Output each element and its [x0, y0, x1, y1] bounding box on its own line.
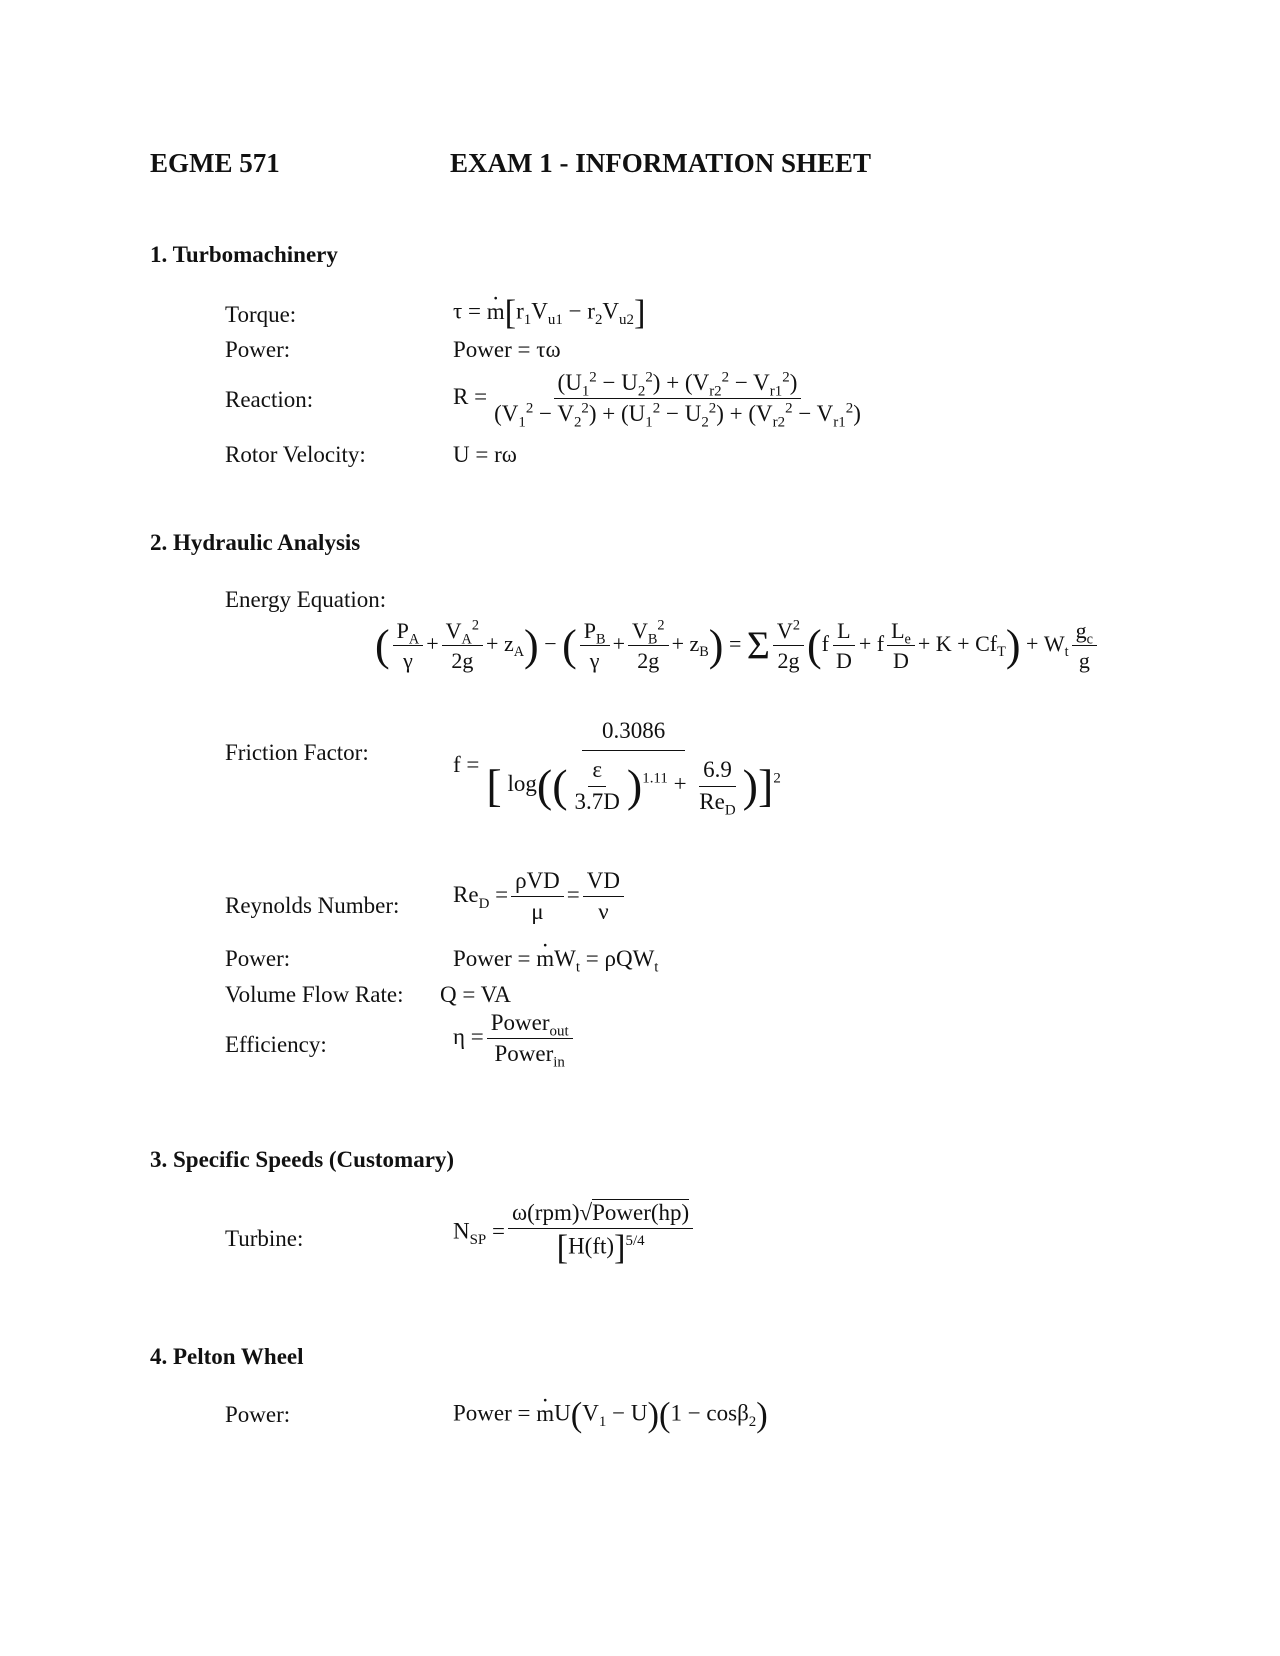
reynolds-number-equation: $Re_D$ = $\frac{\text{ρVD}}{\mu}$ = $\frac{VD}{\nu}$	[453, 868, 627, 926]
friction-factor-equation: f = 0.3086 [ log(( $\frac{\varepsilon}{3.7D}$ )$^{1.11}$ + $\frac{6.9}{Re_D}$ )]$^2$	[453, 718, 781, 819]
hydraulic-power-label: Power:	[225, 946, 291, 971]
turbine-label: Turbine:	[225, 1226, 304, 1251]
friction-factor-label: Friction Factor:	[225, 740, 369, 765]
torque-label: Torque:	[225, 302, 297, 327]
energy-equation-label: Energy Equation:	[225, 587, 387, 612]
friction-constant: 6.9	[699, 757, 736, 786]
specific-speed-exponent: 5/4	[625, 1233, 645, 1250]
volume-flow-label: Volume Flow Rate:	[225, 982, 404, 1007]
hydraulic-power-equation: Power = $m \cdot W_t = \rho QW_t$	[453, 946, 658, 972]
section-heading-hydraulic: 2. Hydraulic Analysis	[150, 530, 361, 555]
rotor-velocity-label: Rotor Velocity:	[225, 442, 366, 467]
course-code: EGME 571	[150, 148, 280, 178]
friction-denominator-term: 3.7D	[574, 788, 620, 814]
power-label: Power:	[225, 337, 291, 362]
rotor-velocity-equation: U = rω	[453, 442, 517, 467]
pelton-power-label: Power:	[225, 1402, 291, 1427]
specific-speed-sqrt-content: Power(hp)	[592, 1200, 690, 1225]
friction-numerator: 0.3086	[582, 718, 685, 751]
efficiency-label: Efficiency:	[225, 1032, 327, 1057]
reaction-label: Reaction:	[225, 387, 314, 412]
friction-exponent: 1.11	[642, 771, 668, 787]
specific-speed-equation: $N_{SP}$ = $\frac{\text{ω(rpm)√Power(hp)}}{[H(ft)]^{5/4}}$	[453, 1200, 696, 1266]
section-heading-pelton: 4. Pelton Wheel	[150, 1344, 304, 1369]
page-title: EXAM 1 - INFORMATION SHEET	[450, 148, 872, 178]
power-equation: Power = τω	[453, 337, 561, 362]
section-heading-specific-speeds: 3. Specific Speeds (Customary)	[150, 1147, 455, 1172]
torque-equation: $\tau = m \cdot[r_1V_{u1} - r_2V_{u2}]$	[453, 296, 645, 331]
pelton-power-equation: Power = $m \cdot U(V_1 - U)(1 - \cos\beta_2)$	[453, 1398, 768, 1433]
efficiency-equation: η = $\frac{Power_{out}}{Power_{in}}$	[453, 1010, 576, 1068]
energy-equation: ( $\frac{P_A}{\gamma}$ + $\frac{V_A^2}{2g}$ + $z_A$) − ( $\frac{P_B}{\gamma}$ + $\frac{V_B^2}{2g}$ + $z_B) = \Sigma$ $\frac{V^2}{2g}$ (f $\frac{L}{D}$ + f $\frac{L_e}{D}$ + $K + Cf_T) + W_t$ $\frac{g_c}{g}$	[375, 618, 1100, 674]
specific-speed-omega: ω(rpm)	[511, 1200, 580, 1225]
volume-flow-equation: Q = VA	[440, 982, 511, 1007]
specific-speed-head: H(ft)	[568, 1233, 615, 1259]
reynolds-number-label: Reynolds Number:	[225, 893, 400, 918]
section-heading-turbomachinery: 1. Turbomachinery	[150, 242, 338, 267]
reaction-equation: R = $\frac{(U_1^2 - U_2^2) + (V_{r2}^2 - V_{r1}^2)}{(V_1^2 - V_2^2) + (U_1^2 - U_2^2) + (V_{r2}^2 - V_{r1}^2)}$	[453, 369, 861, 432]
